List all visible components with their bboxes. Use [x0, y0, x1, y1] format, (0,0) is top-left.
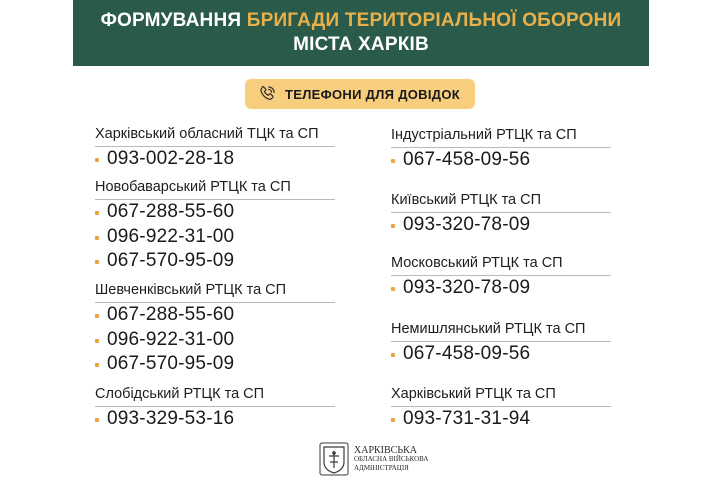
phone-list [391, 407, 611, 432]
contact-group [391, 321, 611, 367]
phone-icon [257, 84, 277, 104]
phone-list [95, 407, 335, 432]
phone-number: 067-458-09-56 [391, 148, 611, 173]
org-name-line-1: ХАРКІВСЬКА [354, 444, 417, 456]
org-name-line-3: АДМІНІСТРАЦІЯ [354, 463, 409, 472]
header-line-2: МІСТА ХАРКІВ [293, 34, 429, 55]
phone-number: 067-288-55-60 [95, 200, 335, 225]
group-title: Харківський обласний ТЦК та СП [95, 126, 335, 147]
contact-group [391, 192, 611, 238]
phone-number: 093-320-78-09 [391, 276, 611, 301]
infographic-page [73, 0, 649, 480]
header-line-1-white: ФОРМУВАННЯ [100, 10, 247, 31]
contact-group [95, 386, 335, 432]
reference-phones-pill [245, 79, 475, 109]
group-title: Новобаварський РТЦК та СП [95, 179, 335, 200]
phone-list [95, 147, 335, 172]
contact-group [95, 126, 335, 172]
phone-list [391, 213, 611, 238]
phone-number: 067-570-95-09 [95, 352, 335, 377]
footer-logo [319, 440, 429, 478]
group-title: Індустріальний РТЦК та СП [391, 127, 611, 148]
org-name-line-2: ОБЛАСНА ВІЙСЬКОВА [354, 454, 429, 463]
group-title: Київський РТЦК та СП [391, 192, 611, 213]
header-line-1-accent: БРИГАДИ ТЕРИТОРІАЛЬНОЇ ОБОРОНИ [246, 10, 622, 31]
group-title: Шевченківський РТЦК та СП [95, 282, 335, 303]
phone-list [391, 148, 611, 173]
group-title: Слобідський РТЦК та СП [95, 386, 335, 407]
group-title: Немишлянський РТЦК та СП [391, 321, 611, 342]
contact-group [95, 179, 335, 274]
phone-number: 093-320-78-09 [391, 213, 611, 238]
phone-number: 093-002-28-18 [95, 147, 335, 172]
phone-list [95, 200, 335, 274]
contact-group [391, 127, 611, 173]
org-name [354, 446, 428, 473]
phone-number: 096-922-31-00 [95, 225, 335, 250]
contact-group [391, 255, 611, 301]
phone-list [391, 276, 611, 301]
phone-number: 067-458-09-56 [391, 342, 611, 367]
phone-number: 093-329-53-16 [95, 407, 335, 432]
phone-list [95, 303, 335, 377]
emblem-icon [319, 442, 349, 476]
phone-list [391, 342, 611, 367]
phone-number: 093-731-31-94 [391, 407, 611, 432]
pill-label: ТЕЛЕФОНИ ДЛЯ ДОВІДОК [285, 86, 460, 102]
contact-group [391, 386, 611, 432]
phone-number: 067-570-95-09 [95, 249, 335, 274]
phone-number: 096-922-31-00 [95, 328, 335, 353]
phone-number: 067-288-55-60 [95, 303, 335, 328]
group-title: Харківський РТЦК та СП [391, 386, 611, 407]
header-line-1 [73, 9, 649, 33]
header-banner [73, 0, 649, 66]
contact-group [95, 282, 335, 377]
group-title: Московський РТЦК та СП [391, 255, 611, 276]
